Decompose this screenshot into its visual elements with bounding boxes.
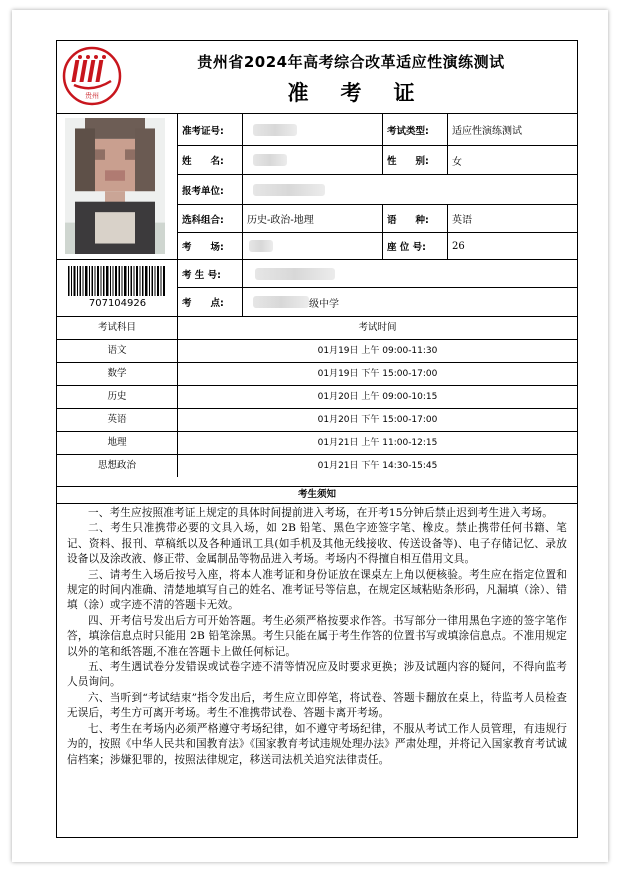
- exam-logo: [61, 45, 123, 107]
- value-unit: [243, 175, 577, 204]
- label-exam-type: 考试类型:: [383, 114, 448, 145]
- notice-item: 四、开考信号发出后方可开始答题。考生必须严格按要求作答。书写部分一律用黑色字迹的签字笔作答，填涂信息点时只能用 2B 铅笔涂黑。考生只能在属于考生作答的位置书写或填涂信息点。不准用规定以外的笔和纸答题,不准在答题卡上做任何标记。: [67, 614, 567, 658]
- location-suffix: 级中学: [309, 298, 339, 310]
- schedule-row: [57, 431, 577, 454]
- info-row-site: [178, 233, 577, 260]
- label-student-no: 考 生 号:: [178, 260, 243, 287]
- label-unit: 报考单位:: [178, 175, 243, 204]
- label-name: 姓 名:: [178, 146, 243, 174]
- schedule-subject: 数学: [57, 363, 178, 385]
- schedule-row: [57, 454, 577, 477]
- document-subtitle: 准考证: [287, 81, 447, 105]
- info-row-exam-no: [178, 114, 577, 146]
- notice-item: 一、考生应按照准考证上规定的具体时间提前进入考场，在开考15分钟后禁止迟到考生进入考场。: [88, 507, 554, 519]
- barcode-number: 707104926: [88, 298, 147, 309]
- schedule-header-subject: 考试科目: [57, 317, 178, 339]
- schedule-time: 01月21日 下午 14:30-15:45: [317, 461, 438, 471]
- schedule-subject: 地理: [57, 432, 178, 454]
- schedule-row: [57, 385, 577, 408]
- info-row-unit: [178, 175, 577, 205]
- value-location: [243, 288, 577, 316]
- schedule-row: [57, 339, 577, 362]
- info-row-combo: [178, 205, 577, 233]
- schedule-header: [57, 316, 577, 339]
- schedule-row: [57, 408, 577, 431]
- label-site: 考 场:: [178, 233, 243, 259]
- schedule-time: 01月21日 上午 11:00-12:15: [317, 438, 438, 448]
- notice-item: 二、考生只准携带必要的文具入场，如 2B 铅笔、黑色字迹签字笔、橡皮。禁止携带任何书籍、笔记、资料、报刊、草稿纸以及各种通讯工具(如手机及其他无线接收、传送设备等)、电子存储记忆、录放设备以及涂改液、修正带、金属制品等物品进入考场。考场内不得擅自相互借用文具。: [67, 522, 567, 566]
- value-student-no: [243, 260, 577, 287]
- schedule-row: [57, 362, 577, 385]
- value-gender: 女: [452, 156, 462, 168]
- schedule-subject: 思想政治: [57, 455, 178, 477]
- label-language: 语 种:: [383, 205, 448, 232]
- schedule-header-time: 考试时间: [358, 322, 397, 333]
- notice-item: 三、请考生入场后按号入座，将本人准考证和身份证放在课桌左上角以便核验。考生应在指定位置和规定的时间内准确、清楚地填写自己的姓名、准考证号等信息，在规定区域粘贴条形码，凡漏填（涂）、错填（涂）或字迹不清的答题卡无效。: [67, 568, 567, 612]
- document-title: 贵州省2024年高考综合改革适应性演练测试: [197, 53, 505, 71]
- schedule-subject: 英语: [57, 409, 178, 431]
- value-combo: 历史-政治-地理: [243, 205, 383, 232]
- label-location: 考 点:: [178, 288, 243, 316]
- notice-body: [67, 506, 567, 768]
- label-seat: 座 位 号:: [383, 233, 448, 259]
- barcode-area: [57, 260, 178, 316]
- notice-item: 六、当听到“考试结束”指令发出后，考生应立即停笔，将试卷、答题卡翻放在桌上，待监考人员检查无误后，考生方可离开考场。考生不准携带试卷、答题卡离开考场。: [67, 691, 567, 720]
- value-exam-no: [243, 114, 383, 145]
- admission-ticket: [56, 40, 578, 838]
- candidate-photo: [57, 114, 178, 260]
- schedule-time: 01月20日 下午 15:00-17:00: [317, 415, 438, 425]
- notice-item: 五、考生遇试卷分发错误或试卷字迹不清等情况应及时要求更换；涉及试题内容的疑问，不得向监考人员询问。: [67, 661, 567, 689]
- barcode: [67, 266, 167, 296]
- label-exam-no: 准考证号:: [178, 114, 243, 145]
- value-seat: 26: [452, 240, 465, 252]
- document-page: [12, 10, 608, 862]
- info-row-location: [178, 288, 577, 316]
- value-language: 英语: [452, 215, 472, 226]
- notice-item: 七、考生在考场内必须严格遵守考场纪律，如不遵守考场纪律，不服从考试工作人员管理，有违规行为的，按照《中华人民共和国教育法》《国家教育考试违规处理办法》严肃处理，并将记入国家教育考试诚信档案；涉嫌犯罪的，按照法律规定，移送司法机关追究法律责任。: [67, 722, 567, 766]
- value-name: [243, 146, 383, 174]
- info-grid: [57, 113, 577, 766]
- label-combo: 选科组合:: [178, 205, 243, 232]
- schedule-time: 01月19日 下午 15:00-17:00: [317, 369, 438, 379]
- schedule-time: 01月19日 上午 09:00-11:30: [317, 346, 438, 356]
- value-exam-type: 适应性演练测试: [452, 126, 522, 137]
- info-row-name: [178, 146, 577, 175]
- value-site: [243, 233, 383, 259]
- label-gender: 性 别:: [383, 146, 448, 174]
- schedule-time: 01月20日 上午 09:00-10:15: [317, 392, 438, 402]
- notice-title: 考生须知: [57, 486, 577, 504]
- logo-text: 贵州: [85, 92, 99, 100]
- exam-schedule: [57, 316, 577, 477]
- info-row-student-no: [178, 260, 577, 288]
- schedule-subject: 历史: [57, 386, 178, 408]
- schedule-subject: 语文: [57, 340, 178, 362]
